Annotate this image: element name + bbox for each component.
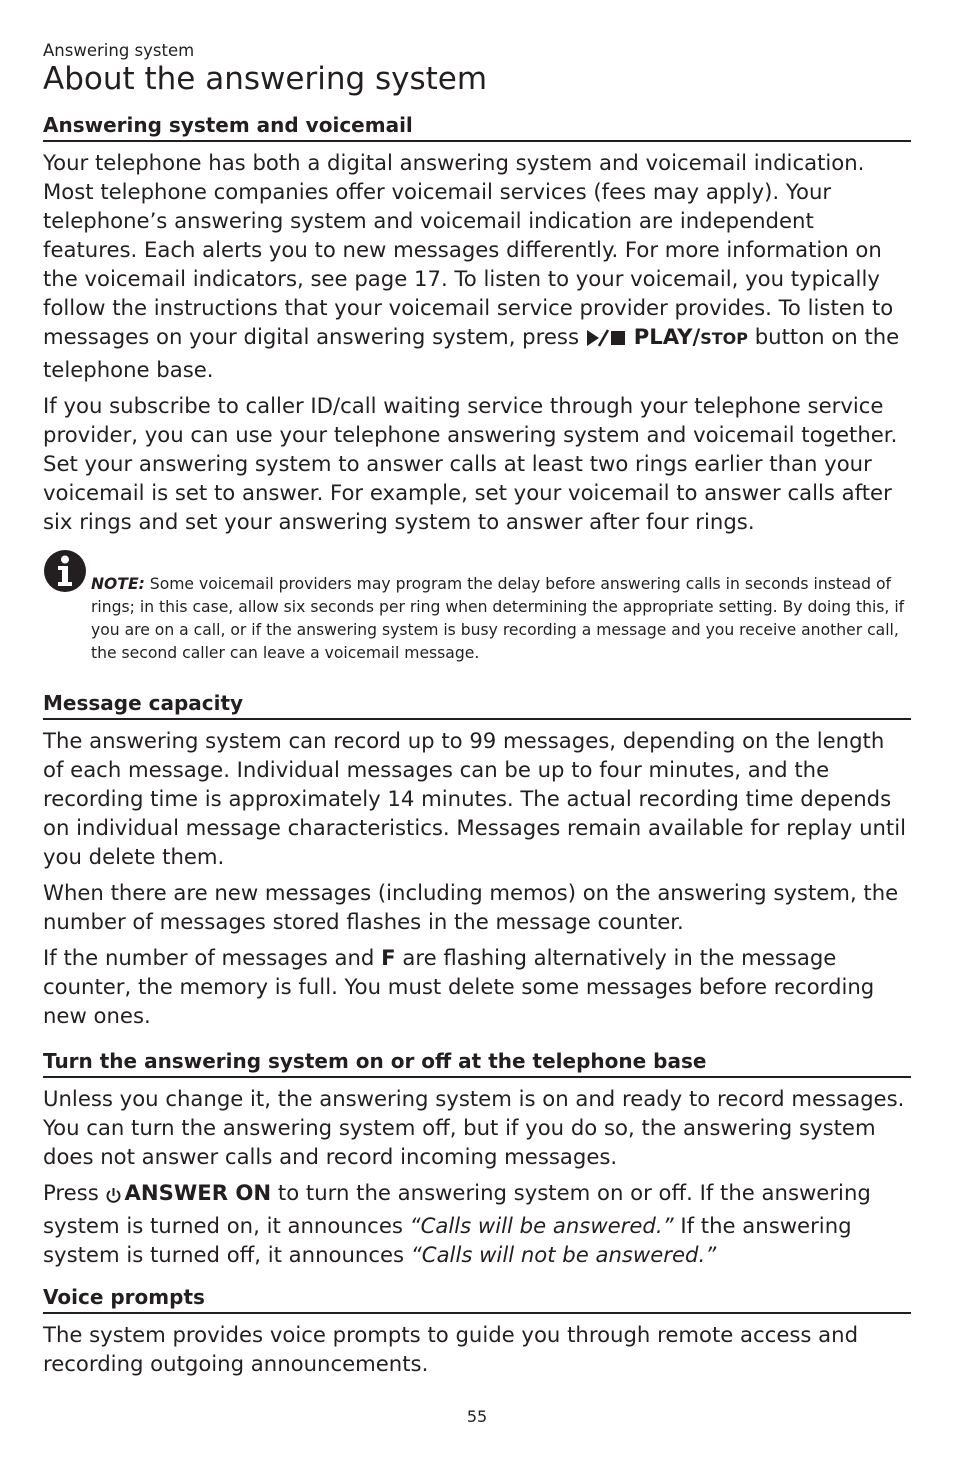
- paragraph-text: If the answering system is turned off, it announces: [43, 1213, 852, 1267]
- paragraph-text: If the number of messages and: [43, 945, 382, 970]
- note-label: NOTE:: [91, 575, 145, 593]
- paragraph: If you subscribe to caller ID/call waiting service through your telephone service provider, you can use your telephone answering system and voicemail together. Set your answering system to answer calls at least two rings earlier than your voicemail is set to answer. For example, set your voicemail to answer calls after six rings and set your answering system to answer after four rings.: [43, 393, 898, 534]
- paragraph-text: Your telephone has both a digital answering system and voicemail indication. Most telephone companies offer voicemail services (fees may apply). Your telephone’s answering system and voicemail indication are independent features. Each alerts you to new messages differently. For more information on the voicemail indicators, see page 17. To listen to your voicemail, you typically follow the instructions that your voicemail service provider provides. To listen to messages on your digital answering system, press: [43, 150, 894, 349]
- paragraph-text: button on the telephone base.: [43, 324, 900, 382]
- announcement-off: “Calls will not be answered.”: [410, 1242, 717, 1267]
- section-heading: Voice prompts: [43, 1285, 911, 1314]
- info-icon: [43, 549, 87, 597]
- stop-key-label: STOP: [700, 329, 748, 348]
- paragraph: [43, 1178, 911, 1269]
- note-text: [91, 573, 911, 665]
- paragraph-text: are flashing alternatively in the message counter, the memory is full. You must delete some messages before recording new ones.: [43, 945, 875, 1028]
- play-stop-icon: [586, 326, 630, 355]
- breadcrumb: Answering system: [43, 41, 195, 60]
- paragraph: [43, 148, 911, 384]
- note-box: [43, 549, 911, 674]
- section-answering-system-and-voicemail: [43, 113, 911, 536]
- paragraph: The system provides voice prompts to guide you through remote access and recording outgoing announcements.: [43, 1322, 859, 1376]
- note-body: Some voicemail providers may program the delay before answering calls in seconds instead of rings; in this case, allow six seconds per ring when determining the appropriate setting. By doing this, if you are on a call, or if the answering system is busy recording a message and you receive another call, the second caller can leave a voicemail message.: [91, 575, 905, 662]
- play-key-label: PLAY/: [633, 324, 701, 349]
- section-voice-prompts: [43, 1285, 911, 1378]
- section-message-capacity: [43, 691, 911, 1030]
- paragraph-text: to turn the answering system on or off. If the answering system is turned on, it announces: [43, 1180, 871, 1238]
- page-title: About the answering system: [43, 61, 488, 97]
- paragraph: [43, 943, 911, 1030]
- memory-full-indicator: F: [381, 945, 396, 970]
- page-number: 55: [466, 1407, 488, 1426]
- answer-on-key-label: ANSWER ON: [124, 1180, 272, 1205]
- section-heading: Message capacity: [43, 691, 911, 720]
- announcement-on: “Calls will be answered.”: [409, 1213, 674, 1238]
- paragraph: The answering system can record up to 99 messages, depending on the length of each message. Individual messages can be up to four minutes, and the recording time is approximately 14 minutes. The actual recording time depends on individual message characteristics. Messages remain available for replay until you delete them.: [43, 728, 907, 869]
- section-turn-answering-system-on-off: [43, 1049, 911, 1269]
- paragraph-text: Press: [43, 1180, 106, 1205]
- section-heading: Turn the answering system on or off at the telephone base: [43, 1049, 911, 1078]
- paragraph: When there are new messages (including memos) on the answering system, the number of messages stored flashes in the message counter.: [43, 880, 899, 934]
- section-heading: Answering system and voicemail: [43, 113, 911, 142]
- power-icon: [106, 1182, 121, 1211]
- paragraph: Unless you change it, the answering system is on and ready to record messages. You can turn the answering system off, but if you do so, the answering system does not answer calls and record incoming messages.: [43, 1086, 905, 1169]
